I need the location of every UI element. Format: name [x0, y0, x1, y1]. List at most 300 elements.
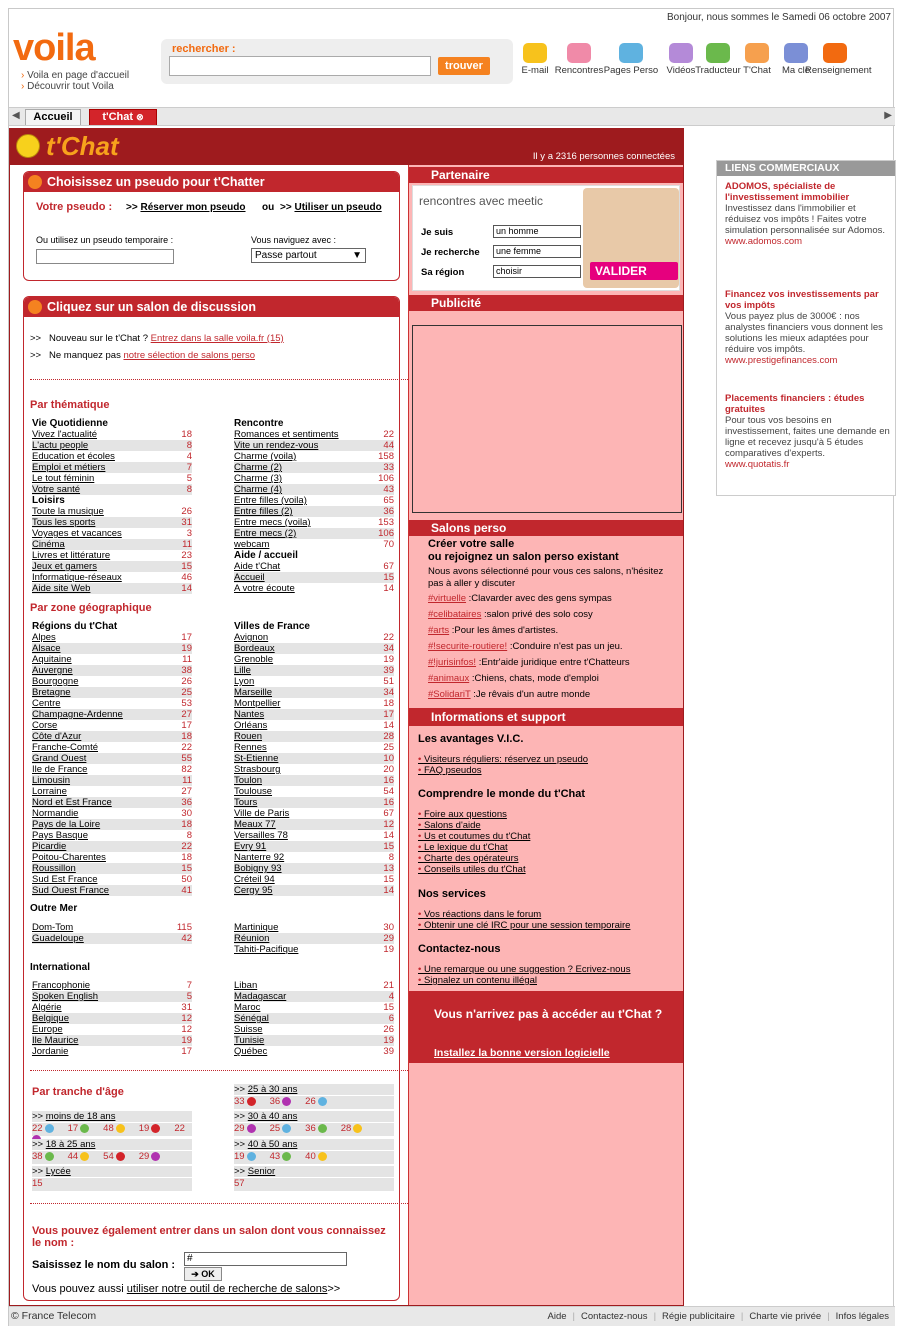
salon-row[interactable] — [32, 1002, 192, 1013]
enter-voila-salon-link[interactable]: Entrez dans la salle voila.fr (15) — [150, 333, 284, 344]
salon-row[interactable] — [32, 922, 192, 933]
search-button[interactable]: trouver — [438, 57, 490, 75]
salon-row[interactable] — [234, 1024, 394, 1035]
salon-row[interactable] — [32, 462, 192, 473]
salon-link[interactable]: Tours — [234, 797, 258, 808]
salon-link[interactable]: Vivez l'actualité — [32, 429, 98, 440]
install-link[interactable]: Installez la bonne version logicielle — [434, 1047, 610, 1059]
info-link[interactable]: • Visiteurs réguliers: réservez un pseudo — [418, 754, 588, 765]
salon-link[interactable]: Rennes — [234, 742, 267, 753]
salon-link[interactable]: Aquitaine — [32, 654, 72, 665]
ad-title[interactable]: ADOMOS, spécialiste de l'investissement immobilier — [725, 181, 850, 203]
dotted-separator — [30, 1203, 410, 1204]
salon-row[interactable] — [32, 451, 192, 462]
salon-link[interactable]: Lorraine — [32, 786, 67, 797]
salon-row[interactable] — [32, 775, 192, 786]
salon-row[interactable] — [32, 753, 192, 764]
salon-link[interactable]: Orléans — [234, 720, 268, 731]
age-link[interactable]: Lycée — [45, 1166, 71, 1177]
salon-row[interactable] — [234, 528, 394, 539]
age-link[interactable]: 18 à 25 ans — [45, 1139, 96, 1150]
salon-link[interactable]: Grenoble — [234, 654, 274, 665]
salon-link[interactable]: Emploi et métiers — [32, 462, 106, 473]
salon-count: 5 — [186, 991, 192, 1002]
salon-row[interactable] — [234, 451, 394, 462]
age-group[interactable]: >> Senior — [234, 1166, 394, 1177]
salon-link[interactable]: Strasbourg — [234, 764, 281, 775]
salon-link[interactable]: Entre filles (2) — [234, 506, 293, 517]
salon-row[interactable] — [32, 874, 192, 885]
salon-row[interactable] — [234, 1013, 394, 1024]
salon-link[interactable]: Marseille — [234, 687, 273, 698]
salon-link[interactable]: Centre — [32, 698, 61, 709]
salon-link[interactable]: Liban — [234, 980, 258, 991]
salon-row[interactable] — [234, 1046, 394, 1057]
salon-link[interactable]: Madagascar — [234, 991, 287, 1002]
ad-url[interactable]: www.quotatis.fr — [725, 459, 790, 470]
salon-row[interactable] — [32, 1035, 192, 1046]
salon-row[interactable] — [32, 764, 192, 775]
use-pseudo-link[interactable]: Utiliser un pseudo — [294, 202, 382, 213]
salon-link[interactable]: Europe — [32, 1024, 63, 1035]
salon-row[interactable] — [234, 885, 394, 896]
seek-select[interactable]: une femme — [493, 245, 581, 258]
age-link[interactable]: 40 à 50 ans — [247, 1139, 298, 1150]
salon-link[interactable]: Belgique — [32, 1013, 69, 1024]
perso-salon-item[interactable] — [428, 673, 599, 684]
salon-row[interactable] — [32, 583, 192, 594]
salon-row[interactable] — [32, 980, 192, 991]
salon-link[interactable]: Suisse — [234, 1024, 263, 1035]
footer-link[interactable]: Aide — [547, 1311, 567, 1322]
salon-link[interactable]: Poitou-Charentes — [32, 852, 106, 863]
salon-link[interactable]: Entre mecs (voila) — [234, 517, 311, 528]
salon-row[interactable] — [234, 797, 394, 808]
salon-row[interactable] — [32, 561, 192, 572]
age-link[interactable]: Senior — [247, 1166, 276, 1177]
salon-link[interactable]: Versailles 78 — [234, 830, 288, 841]
search-box — [161, 39, 513, 84]
salon-row[interactable] — [234, 429, 394, 440]
salon-link[interactable]: Algérie — [32, 1002, 62, 1013]
salon-row[interactable] — [234, 874, 394, 885]
salon-link[interactable]: Votre santé — [32, 484, 81, 495]
salon-row[interactable] — [234, 731, 394, 742]
validate-button[interactable]: VALIDER — [590, 262, 678, 280]
salon-row[interactable] — [234, 665, 394, 676]
salon-row[interactable] — [234, 495, 394, 506]
info-link[interactable]: • Charte des opérateurs — [418, 853, 530, 864]
salon-link[interactable]: Sud Ouest France — [32, 885, 110, 896]
or-text: ou — [262, 202, 275, 213]
salon-link[interactable]: Entre filles (voila) — [234, 495, 307, 506]
ad-item[interactable] — [725, 289, 890, 366]
salon-link[interactable]: Charme (4) — [234, 484, 283, 495]
salon-row[interactable] — [234, 764, 394, 775]
perso-salon-item[interactable] — [428, 609, 593, 620]
salon-row[interactable] — [32, 506, 192, 517]
age-count: 29 — [138, 1151, 150, 1162]
salon-link[interactable]: Sud Est France — [32, 874, 98, 885]
salon-link[interactable]: L'actu people — [32, 440, 89, 451]
salon-link[interactable]: Lille — [234, 665, 251, 676]
salon-link[interactable]: Roussillon — [32, 863, 76, 874]
ad-url[interactable]: www.adomos.com — [725, 236, 803, 247]
nav-select[interactable]: Passe partout ▼ — [251, 248, 366, 263]
group-heading: Loisirs — [32, 495, 65, 506]
salon-row[interactable] — [234, 1002, 394, 1013]
ad-item[interactable] — [725, 181, 890, 247]
salon-link[interactable]: Le tout féminin — [32, 473, 95, 484]
salon-row[interactable] — [32, 572, 192, 583]
info-link[interactable]: • Us et coutumes du t'Chat — [418, 831, 530, 842]
salon-link[interactable]: Meaux 77 — [234, 819, 276, 830]
salon-link[interactable]: Guadeloupe — [32, 933, 84, 944]
tab-accueil[interactable]: Accueil — [25, 109, 81, 125]
salon-row[interactable] — [234, 775, 394, 786]
region-select[interactable]: choisir — [493, 265, 581, 278]
salon-count: 14 — [383, 583, 394, 594]
salon-link[interactable]: Jordanie — [32, 1046, 69, 1057]
salon-link[interactable]: Ile de France — [32, 764, 88, 775]
salon-link[interactable]: Nantes — [234, 709, 265, 720]
salon-row[interactable] — [32, 885, 192, 896]
perso-salon-item[interactable] — [428, 641, 623, 652]
salon-row[interactable] — [234, 654, 394, 665]
salon-row[interactable] — [32, 720, 192, 731]
salon-link[interactable]: Toute la musique — [32, 506, 104, 517]
salon-link[interactable]: Charme (2) — [234, 462, 283, 473]
salon-link[interactable]: Entre mecs (2) — [234, 528, 297, 539]
salon-row[interactable] — [234, 944, 394, 955]
ad-item[interactable] — [725, 393, 890, 470]
info-link[interactable]: • Signalez un contenu illégal — [418, 975, 630, 986]
salon-row[interactable] — [32, 643, 192, 654]
salon-link[interactable]: Romances et sentiments — [234, 429, 339, 440]
footer-link[interactable]: Contactez-nous — [581, 1311, 648, 1322]
age-group[interactable]: >> 18 à 25 ans — [32, 1139, 192, 1150]
copyright: © France Telecom — [11, 1310, 97, 1322]
salon-link[interactable]: Grand Ouest — [32, 753, 87, 764]
salon-link[interactable]: Alsace — [32, 643, 61, 654]
salon-row[interactable] — [32, 786, 192, 797]
salon-count: 19 — [383, 654, 394, 665]
tab-left-arrow-icon[interactable]: ◀ — [12, 110, 20, 121]
ad-title[interactable]: Placements financiers : études gratuites — [725, 393, 865, 415]
salon-link[interactable]: St-Etienne — [234, 753, 279, 764]
salon-row[interactable] — [32, 429, 192, 440]
age-count: 36 — [269, 1096, 281, 1107]
salon-row[interactable] — [32, 1013, 192, 1024]
person-icon — [353, 1124, 362, 1133]
salon-link[interactable]: Québec — [234, 1046, 268, 1057]
salon-row[interactable] — [32, 1046, 192, 1057]
age-group[interactable]: >> 25 à 30 ans — [234, 1084, 394, 1095]
perso-salon-tag[interactable]: #!jurisinfos! — [428, 657, 477, 668]
salon-link[interactable]: Francophonie — [32, 980, 91, 991]
perso-salon-item[interactable] — [428, 593, 612, 604]
salon-row[interactable] — [234, 473, 394, 484]
ok-button[interactable]: ➔ OK — [184, 1267, 222, 1281]
salon-link[interactable]: Informatique-réseaux — [32, 572, 122, 583]
info-link[interactable]: • Foire aux questions — [418, 809, 530, 820]
salon-row[interactable] — [234, 991, 394, 1002]
salon-row[interactable] — [234, 1035, 394, 1046]
perso-salon-tag[interactable]: #arts — [428, 625, 450, 636]
salon-row[interactable] — [234, 506, 394, 517]
age-link[interactable]: 30 à 40 ans — [247, 1111, 298, 1122]
salon-row[interactable] — [234, 841, 394, 852]
salon-row[interactable] — [32, 517, 192, 528]
salon-link[interactable]: Montpellier — [234, 698, 281, 709]
perso-salon-item[interactable] — [428, 625, 558, 636]
service-label: Ma clé — [782, 65, 810, 76]
salon-row[interactable] — [32, 440, 192, 451]
salon-link[interactable]: Pays de la Loire — [32, 819, 101, 830]
salon-row[interactable] — [32, 709, 192, 720]
salon-row[interactable] — [32, 632, 192, 643]
salon-row[interactable] — [234, 753, 394, 764]
salon-link[interactable]: Toulouse — [234, 786, 273, 797]
ad-url[interactable]: www.prestigefinances.com — [725, 355, 838, 366]
salon-count: 17 — [181, 1046, 192, 1057]
salon-link[interactable]: Pays Basque — [32, 830, 88, 841]
footer-link[interactable]: Charte vie privée — [749, 1311, 822, 1322]
age-counts — [234, 1096, 394, 1109]
salon-link[interactable]: Auvergne — [32, 665, 73, 676]
salon-link[interactable]: Alpes — [32, 632, 56, 643]
salon-row[interactable] — [32, 797, 192, 808]
salon-row[interactable] — [234, 539, 394, 550]
salon-link[interactable]: Cinéma — [32, 539, 65, 550]
salon-row[interactable] — [234, 742, 394, 753]
perso-salon-item[interactable] — [428, 689, 590, 700]
meetic-logo[interactable]: rencontres avec meetic — [419, 194, 544, 208]
outre-mer-heading: Outre Mer — [30, 903, 78, 914]
salon-count: 51 — [383, 676, 394, 687]
salon-row[interactable] — [32, 819, 192, 830]
perso-selection-link[interactable]: notre sélection de salons perso — [123, 350, 255, 361]
salon-row[interactable] — [32, 665, 192, 676]
perso-salon-desc: :Clavarder avec des gens sympas — [466, 593, 612, 604]
salon-link[interactable]: Maroc — [234, 1002, 261, 1013]
salon-link[interactable]: Voyages et vacances — [32, 528, 122, 539]
salon-link[interactable]: Charme (3) — [234, 473, 283, 484]
perso-salon-tag[interactable]: #SolidariT — [428, 689, 471, 700]
salon-link[interactable]: Champagne-Ardenne — [32, 709, 123, 720]
salon-count: 15 — [181, 561, 192, 572]
reserve-pseudo-link[interactable]: Réserver mon pseudo — [140, 202, 246, 213]
info-link[interactable]: • Obtenir une clé IRC pour une session temporaire — [418, 920, 630, 931]
age-link[interactable]: moins de 18 ans — [45, 1111, 116, 1122]
info-link[interactable]: • Le lexique du t'Chat — [418, 842, 530, 853]
salon-link[interactable]: Créteil 94 — [234, 874, 275, 885]
vic-heading: Les avantages V.I.C. — [418, 733, 524, 745]
salon-row[interactable] — [32, 841, 192, 852]
salon-link[interactable]: Franche-Comté — [32, 742, 98, 753]
footer-link[interactable]: Régie publicitaire — [662, 1311, 735, 1322]
salon-row[interactable] — [32, 731, 192, 742]
salon-row[interactable] — [234, 852, 394, 863]
salon-row[interactable] — [234, 517, 394, 528]
salon-count: 11 — [182, 775, 192, 786]
i-am-select[interactable]: un homme — [493, 225, 581, 238]
salon-row[interactable] — [32, 852, 192, 863]
salon-link[interactable]: Livres et littérature — [32, 550, 111, 561]
salon-link[interactable]: Ville de Paris — [234, 808, 290, 819]
info-link[interactable]: • Conseils utiles du t'Chat — [418, 864, 530, 875]
salon-link[interactable]: Côte d'Azur — [32, 731, 82, 742]
salon-link[interactable]: A votre écoute — [234, 583, 295, 594]
salon-link[interactable]: Lyon — [234, 676, 255, 687]
salon-link[interactable]: Bordeaux — [234, 643, 275, 654]
perso-salon-tag[interactable]: #animaux — [428, 673, 470, 684]
info-link[interactable]: • Une remarque ou une suggestion ? Ecrivez-nous — [418, 964, 630, 975]
salon-row[interactable] — [234, 786, 394, 797]
salon-link[interactable]: Sénégal — [234, 1013, 269, 1024]
age-group[interactable]: >> moins de 18 ans — [32, 1111, 192, 1122]
homepage-link[interactable]: Voila en page d'accueil — [27, 70, 130, 81]
salon-link[interactable]: Bourgogne — [32, 676, 79, 687]
salon-row[interactable] — [234, 484, 394, 495]
salon-row[interactable] — [234, 632, 394, 643]
salon-row[interactable] — [32, 539, 192, 550]
salon-link[interactable]: Dom-Tom — [32, 922, 74, 933]
salon-row[interactable] — [234, 808, 394, 819]
salon-row[interactable] — [234, 561, 394, 572]
salon-link[interactable]: Cergy 95 — [234, 885, 273, 896]
salon-count: 31 — [181, 1002, 192, 1013]
tab-right-arrow-icon[interactable]: ▶ — [884, 110, 892, 121]
salon-link[interactable]: Nord et Est France — [32, 797, 112, 808]
salon-link[interactable]: Charme (voila) — [234, 451, 297, 462]
salon-row[interactable] — [234, 583, 394, 594]
perso-salon-tag[interactable]: #virtuelle — [428, 593, 467, 604]
salon-row[interactable] — [32, 808, 192, 819]
salon-link[interactable]: Bobigny 93 — [234, 863, 282, 874]
salon-row[interactable] — [32, 654, 192, 665]
search-input[interactable] — [169, 56, 431, 76]
salon-row[interactable] — [234, 980, 394, 991]
ad-title[interactable]: Financez vos investissements par vos impôts — [725, 289, 879, 311]
salon-count: 39 — [383, 665, 394, 676]
salon-link[interactable]: Evry 91 — [234, 841, 267, 852]
salon-link[interactable]: Réunion — [234, 933, 270, 944]
salon-row[interactable] — [32, 742, 192, 753]
tchat-main — [9, 128, 684, 1306]
info-link[interactable]: • FAQ pseudos — [418, 765, 588, 776]
perso-salon-item[interactable] — [428, 657, 630, 668]
salon-link[interactable]: Martinique — [234, 922, 279, 933]
known-salon-input[interactable]: # — [184, 1252, 347, 1266]
footer-link[interactable]: Infos légales — [835, 1311, 889, 1322]
tab-tchat[interactable] — [89, 109, 157, 125]
salon-row[interactable] — [234, 687, 394, 698]
salon-row[interactable] — [32, 830, 192, 841]
salon-row[interactable] — [32, 991, 192, 1002]
salon-row[interactable] — [32, 933, 192, 944]
salon-link[interactable]: Spoken English — [32, 991, 99, 1002]
salon-row[interactable] — [32, 1024, 192, 1035]
salon-link[interactable]: Corse — [32, 720, 58, 731]
salon-link[interactable]: Aide site Web — [32, 583, 91, 594]
salon-row[interactable] — [32, 528, 192, 539]
age-group[interactable]: >> 30 à 40 ans — [234, 1111, 394, 1122]
ad-text: Investissez dans l'immobilier et réduisez vos impôts ! Faites votre simulation personnalisée sur Adomos. — [725, 203, 886, 236]
salon-link[interactable]: Toulon — [234, 775, 262, 786]
salon-link[interactable]: Bretagne — [32, 687, 71, 698]
salon-row[interactable] — [234, 643, 394, 654]
perso-salon-tag[interactable]: #!securite-routiere! — [428, 641, 508, 652]
salon-link[interactable]: Rouen — [234, 731, 262, 742]
salon-row[interactable] — [234, 709, 394, 720]
salon-row[interactable] — [32, 484, 192, 495]
age-group[interactable]: >> Lycée — [32, 1166, 192, 1177]
salon-row[interactable] — [234, 933, 394, 944]
salon-row[interactable] — [234, 462, 394, 473]
service-rencontres[interactable] — [549, 43, 609, 76]
search-tool-link[interactable]: utiliser notre outil de recherche de salons — [126, 1283, 328, 1295]
salon-row[interactable] — [234, 440, 394, 451]
age-counts — [234, 1123, 394, 1136]
salon-link[interactable]: webcam — [234, 539, 270, 550]
salon-row[interactable] — [234, 830, 394, 841]
salon-row[interactable] — [234, 698, 394, 709]
info-link[interactable]: • Salons d'aide — [418, 820, 530, 831]
salon-link[interactable]: Tahiti-Pacifique — [234, 944, 299, 955]
close-icon[interactable]: ⊗ — [136, 112, 144, 122]
salon-row[interactable] — [234, 720, 394, 731]
info-link[interactable]: • Vos réactions dans le forum — [418, 909, 630, 920]
service-renseignement[interactable] — [805, 43, 872, 76]
salon-link[interactable]: Jeux et gamers — [32, 561, 97, 572]
salon-link[interactable]: Ile Maurice — [32, 1035, 79, 1046]
salon-link[interactable]: Tunisie — [234, 1035, 265, 1046]
salon-link[interactable]: Picardie — [32, 841, 67, 852]
temp-pseudo-input[interactable] — [36, 249, 174, 264]
salon-link[interactable]: Avignon — [234, 632, 269, 643]
salon-row[interactable] — [32, 863, 192, 874]
salon-link[interactable]: Aide t'Chat — [234, 561, 281, 572]
discover-link[interactable]: Découvrir tout Voila — [27, 81, 114, 92]
salon-row[interactable] — [234, 572, 394, 583]
age-group[interactable]: >> 40 à 50 ans — [234, 1139, 394, 1150]
perso-salon-tag[interactable]: #celibataires — [428, 609, 482, 620]
salon-row[interactable] — [32, 687, 192, 698]
salon-row[interactable] — [234, 922, 394, 933]
ads-title: LIENS COMMERCIAUX — [717, 161, 895, 176]
salon-link[interactable]: Limousin — [32, 775, 71, 786]
salon-row[interactable] — [234, 819, 394, 830]
salon-link[interactable]: Accueil — [234, 572, 265, 583]
salon-row[interactable] — [32, 473, 192, 484]
salon-link[interactable]: Tous les sports — [32, 517, 96, 528]
services-list — [418, 909, 630, 931]
salon-row[interactable] — [32, 676, 192, 687]
salon-link[interactable]: Education et écoles — [32, 451, 115, 462]
salon-link[interactable]: Vite un rendez-vous — [234, 440, 319, 451]
salon-row[interactable] — [32, 698, 192, 709]
salon-link[interactable]: Nanterre 92 — [234, 852, 285, 863]
salon-row[interactable] — [234, 676, 394, 687]
salon-row[interactable] — [32, 550, 192, 561]
salon-count: 18 — [181, 429, 192, 440]
salon-link[interactable]: Normandie — [32, 808, 79, 819]
salon-row[interactable] — [234, 863, 394, 874]
age-count: 48 — [103, 1123, 114, 1134]
age-link[interactable]: 25 à 30 ans — [247, 1084, 298, 1095]
voila-logo[interactable]: voila — [13, 27, 95, 69]
